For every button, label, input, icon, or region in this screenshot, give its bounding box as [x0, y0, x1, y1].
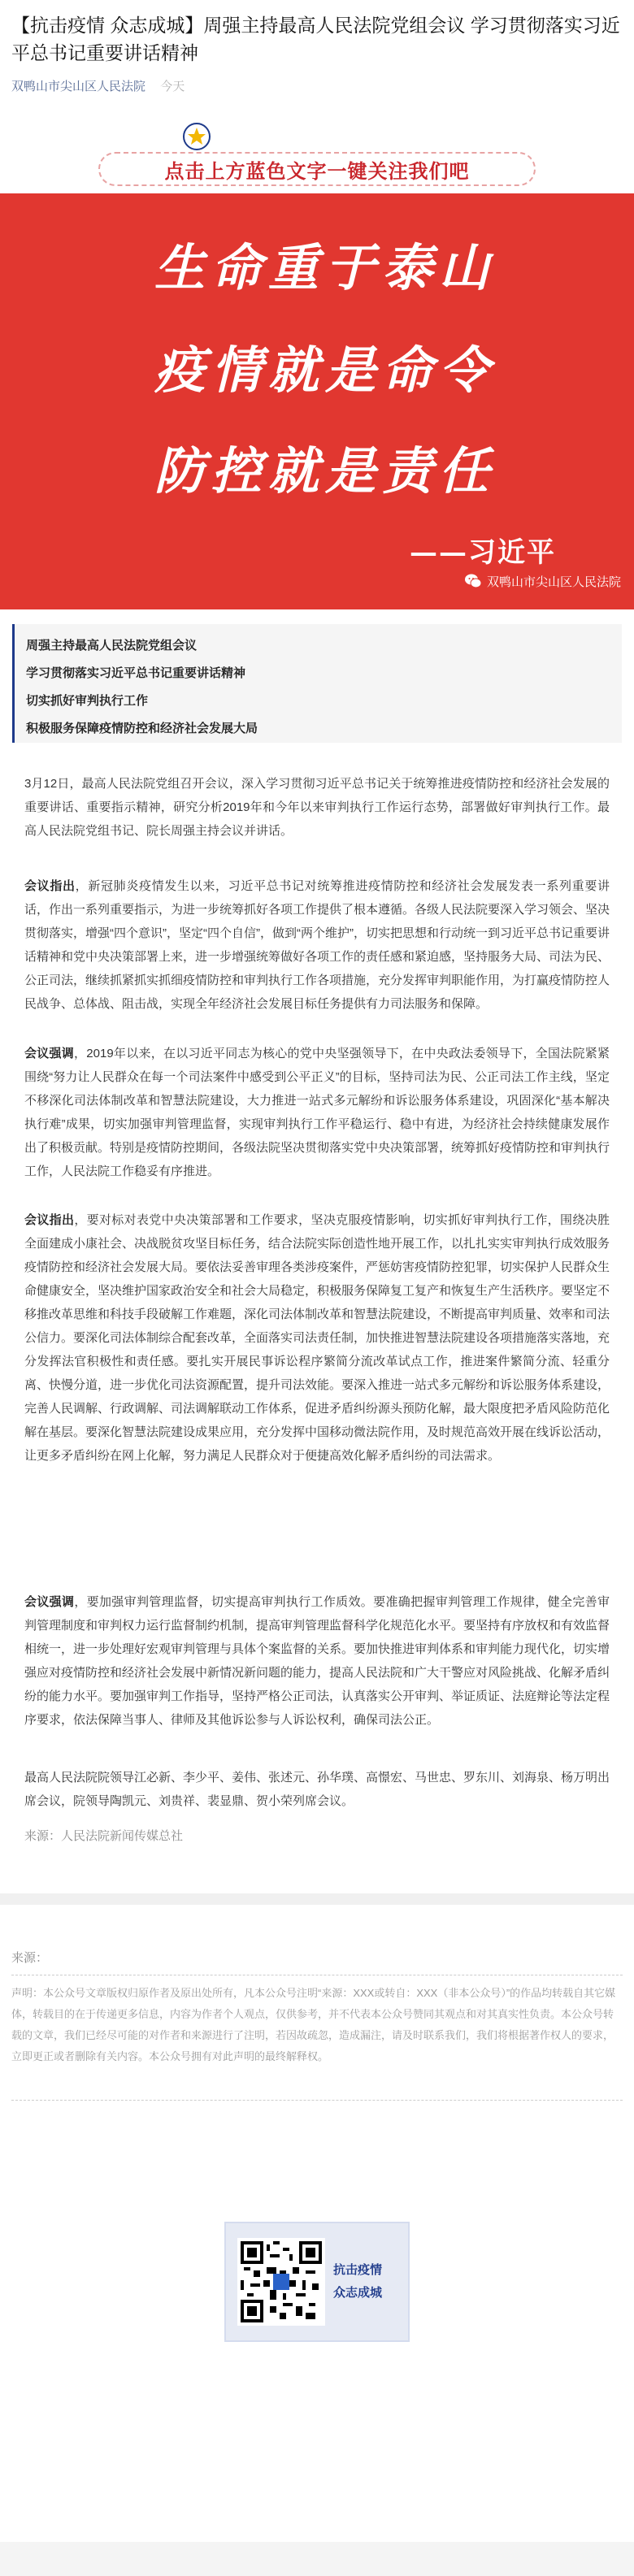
paragraph-attendees: 最高人民法院院领导江必新、李少平、姜伟、张述元、孙华璞、高憬宏、马世忠、罗东川、刘海泉、杨万明出席会议，院领导陶凯元、刘贵祥、裴显鼎、贺小荣列席会议。 — [24, 1771, 610, 1808]
wechat-icon — [464, 572, 482, 590]
image-watermark — [464, 572, 621, 590]
qr-card — [224, 2222, 410, 2342]
summary-line: 学习贯彻落实习近平总书记重要讲话精神 — [26, 666, 246, 680]
paragraph-2 — [24, 874, 610, 1016]
slogan-line-2: 疫情就是命令 — [154, 340, 497, 400]
paragraph-text: ，新冠肺炎疫情发生以来，习近平总书记对统筹推进疫情防控和经济社会发展发表一系列重要讲话，作出一系列重要指示，为进一步统筹抓好各项工作提供了根本遵循。各级人民法院要深入学习领会、坚决贯彻落实，增强“四个意识”，坚定“四个自信”，做到“两个维护”，切实把思想和行动统一到习近平总书记重要讲话精神和党中央决策部署上来，进一步增强统筹做好各项工作的责任感和紧迫感，坚持服务大局、司法为民、公正司法，继续抓紧抓实抓细疫情防控和审判执行工作各项措施，充分发挥审判职能作用，为打赢疫情防控人民战争、总体战、阻击战，实现全年经济社会发展目标任务提供有力司法服务和保障。 — [24, 879, 610, 1011]
slogan-signature: ——习近平 — [410, 536, 556, 569]
slogan-line-1: 生命重于泰山 — [154, 238, 497, 297]
article-meta — [11, 77, 185, 94]
paragraph-4 — [24, 1208, 610, 1468]
summary-line: 积极服务保障疫情防控和经济社会发展大局 — [26, 722, 258, 735]
publish-date: 今天 — [160, 80, 185, 93]
paragraph-intro: 3月12日，最高人民法院党组召开会议，深入学习贯彻习近平总书记关于统筹推进疫情防控和经济社会发展的重要讲话、重要指示精神，研究分析2019年和今年以来审判执行工作运行态势，部署做好审判执行工作。最高人民法院党组书记、院长周强主持会议并讲话。 — [24, 777, 610, 838]
paragraph-5 — [24, 1590, 610, 1732]
article-title: 【抗击疫情 众志成城】周强主持最高人民法院党组会议 学习贯彻落实习近平总书记重要讲话精神 — [11, 15, 620, 63]
star-icon — [182, 122, 211, 151]
paragraph-lead: 会议强调 — [24, 1595, 75, 1609]
slogan-poster — [0, 193, 634, 609]
paragraph-lead: 会议指出 — [24, 879, 76, 893]
summary-line: 周强主持最高人民法院党组会议 — [26, 639, 198, 653]
paragraph-text: ，2019年以来，在以习近平同志为核心的党中央坚强领导下，在中央政法委领导下，全国法院紧紧围绕“努力让人民群众在每一个司法案件中感受到公平正义”的目标，坚持司法为民、公正司法工作主线，坚定不移深化司法体制改革和智慧法院建设，大力推进一站式多元解纷和诉讼服务体系建设，巩固深化“基本解决执行难”成果，切实加强审判管理监督，实现审判执行工作平稳运行、稳中有进，为经济社会持续健康发展作出了积极贡献。特别是疫情防控期间，各级法院坚决贯彻落实党中央决策部署，统筹抓好疫情防控和审判执行工作，人民法院工作稳妥有序推进。 — [24, 1047, 610, 1178]
paragraph-lead: 会议指出 — [24, 1213, 75, 1227]
qr-caption-line: 众志成城 — [333, 2286, 383, 2300]
paragraph-3 — [24, 1042, 610, 1183]
footer-source-label: 来源： — [11, 1951, 49, 1965]
watermark-text: 双鸭山市尖山区人民法院 — [486, 575, 621, 589]
qr-caption-line: 抗击疫情 — [333, 2263, 383, 2277]
section-divider — [0, 1893, 634, 1905]
qr-code-icon[interactable] — [237, 2238, 325, 2326]
summary-box — [12, 624, 622, 743]
paragraph-text: ，要加强审判管理监督，切实提高审判执行工作质效。要准确把握审判管理工作规律，健全完善审判管理制度和审判权力运行监督制约机制，提高审判管理监督科学化规范化水平。要坚持有序放权和有效监督相统一，进一步处理好宏观审判管理与具体个案监督的关系。要加快推进审判体系和审判能力现代化，切实增强应对疫情防控和经济社会发展中新情况新问题的能力，提高人民法院和广大干警应对风险挑战、化解矛盾纠纷的能力水平。要加强审判工作指导，坚持严格公正司法，认真落实公开审判、举证质证、法庭辩论等法定程序要求，依法保障当事人、律师及其他诉讼参与人诉讼权利，确保司法公正。 — [24, 1595, 610, 1727]
paragraph-lead: 会议强调 — [24, 1047, 75, 1060]
summary-line: 切实抓好审判执行工作 — [26, 694, 149, 708]
bottom-bar — [0, 2542, 634, 2576]
account-name-link[interactable]: 双鸭山市尖山区人民法院 — [11, 80, 146, 93]
dashed-divider — [11, 2100, 623, 2101]
follow-prompt[interactable]: 点击上方蓝色文字一键关注我们吧 — [98, 152, 536, 186]
paragraph-text: ，要对标对表党中央决策部署和工作要求，坚决克服疫情影响，切实抓好审判执行工作，围绕决胜全面建成小康社会、决战脱贫攻坚目标任务，结合法院实际创造性地开展工作，以扎扎实实审判执行成效服务疫情防控和经济社会发展大局。要依法妥善审理各类涉疫案件，严惩妨害疫情防控犯罪，切实保护人民群众生命健康安全，坚决维护国家政治安全和社会大局稳定，积极服务保障复工复产和恢复生产生活秩序。要坚定不移推改革思维和科技手段破解工作难题，深化司法体制改革和智慧法院建设，不断提高审判质量、效率和司法公信力。要深化司法体制综合配套改革，全面落实司法责任制，加快推进智慧法院建设各项措施落实落地，充分发挥法官积极性和责任感。要扎实开展民事诉讼程序繁简分流改革试点工作，推进案件繁简分流、轻重分离、快慢分道，进一步优化司法资源配置，提升司法效能。要深入推进一站式多元解纷和诉讼服务体系建设，完善人民调解、行政调解、司法调解联动工作体系，促进矛盾纠纷源头预防化解，最大限度把矛盾风险防范化解在基层。要深化智慧法院建设成果应用，充分发挥中国移动微法院作用，及时规范高效开展在线诉讼活动，让更多矛盾纠纷在网上化解，努力满足人民群众对于便捷高效化解矛盾纠纷的司法需求。 — [24, 1213, 610, 1463]
qr-caption — [333, 2259, 382, 2305]
slogan-line-3: 防控就是责任 — [154, 441, 497, 501]
paragraph-source: 来源：人民法院新闻传媒总社 — [24, 1829, 184, 1843]
copyright-disclaimer: 声明：本公众号文章版权归原作者及原出处所有，凡本公众号注明“来源：XXX或转自：XXX（非本公众号）”的作品均转载自其它媒体，转载目的在于传递更多信息，内容为作者个人观点，仅供参考，并不代表本公众号赞同其观点和对其真实性负责。本公众号转载的文章，我们已经尽可能的对作者和来源进行了注明，若因故疏忽，造成漏注，请及时联系我们，我们将根据著作权人的要求，立即更正或者删除有关内容。本公众号拥有对此声明的最终解释权。 — [11, 1987, 616, 2062]
